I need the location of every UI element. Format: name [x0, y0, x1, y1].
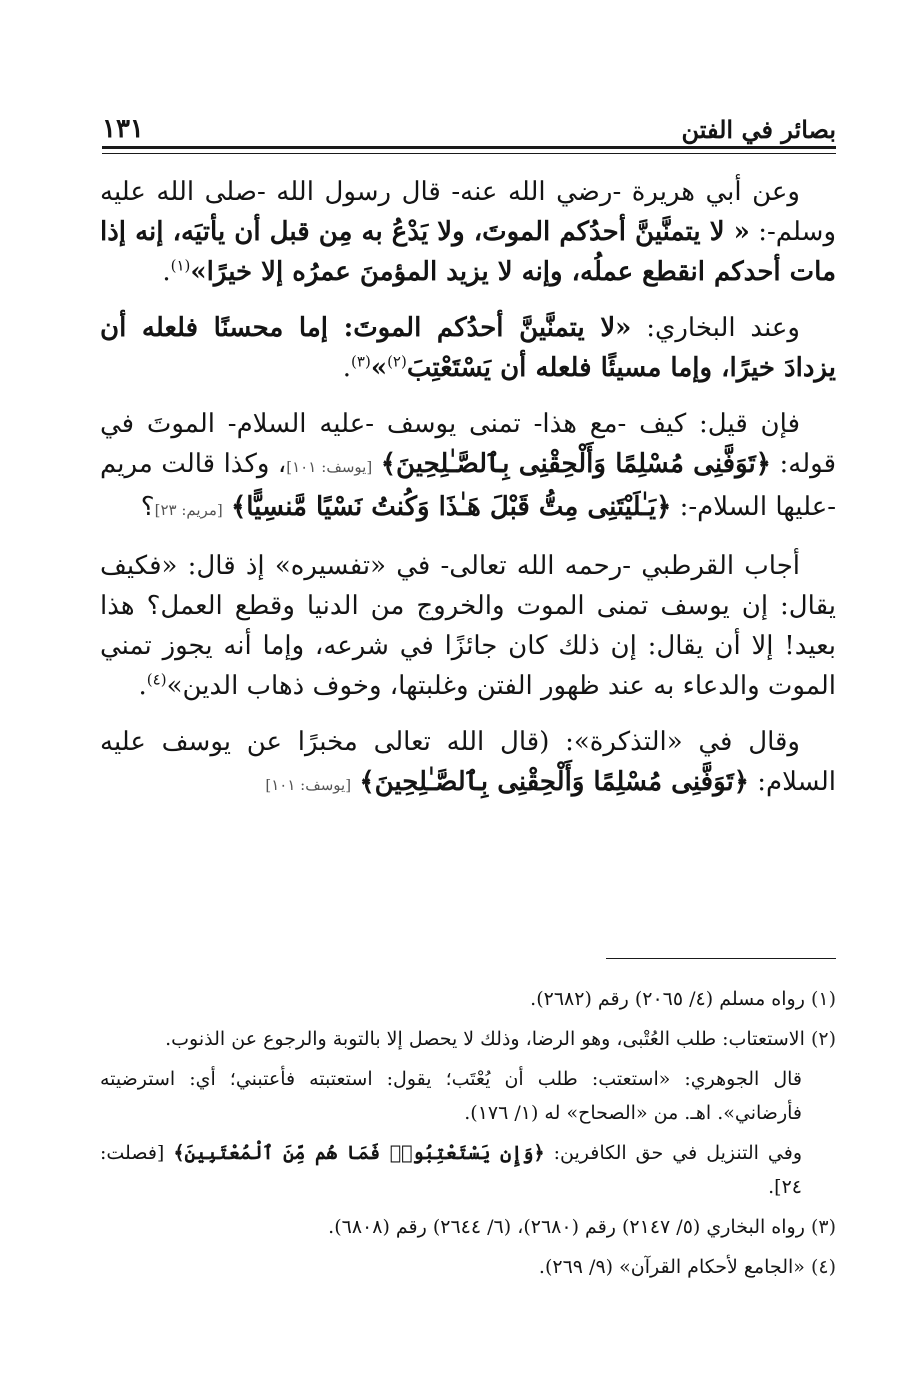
paragraph-5-text: وقال في «التذكرة»: (قال الله تعالى مخبرًا عن يوسف عليه السلام: — [100, 727, 836, 797]
footnote-3-text: رواه البخاري (٥/ ٢١٤٧) رقم (٢٦٨٠)، (٦/ ٢٦٤٤) رقم (٦٨٠٨). — [328, 1216, 805, 1238]
running-header — [102, 104, 836, 144]
footnote-2-text: الاستعتاب: طلب العُتْبى، وهو الرضا، وذلك لا يحصل إلا بالتوبة والرجوع عن الذنوب. — [165, 1028, 805, 1050]
header-rule-thin — [102, 153, 836, 154]
verse-ref-yusuf-2: [يوسف: ١٠١] — [265, 776, 352, 794]
paragraph-3 — [100, 404, 836, 530]
footnotes — [100, 982, 836, 1290]
footnote-3 — [100, 1210, 836, 1244]
header-rule-thick — [102, 146, 836, 149]
footnote-2-jawhari — [100, 1062, 836, 1130]
verse-ref-yusuf: [يوسف: ١٠١] — [286, 458, 373, 476]
paragraph-4-end: . — [138, 671, 147, 701]
paragraph-1-end: . — [162, 257, 171, 287]
paragraph-3-text-b: ، وكذا قالت مريم -عليها السلام-: — [100, 449, 836, 522]
footnote-ref-3[interactable]: (٣) — [351, 352, 371, 371]
footnote-4-text: «الجامع لأحكام القرآن» (٩/ ٢٦٩). — [538, 1256, 805, 1278]
paragraph-2-end: . — [342, 353, 352, 383]
footnote-1-number: (١) — [810, 988, 836, 1010]
footnote-4 — [100, 1250, 836, 1284]
footnote-1 — [100, 982, 836, 1016]
paragraph-2 — [100, 308, 836, 388]
footnote-2-tanzil — [100, 1136, 836, 1204]
footnote-2-number: (٢) — [810, 1028, 836, 1050]
paragraph-5 — [100, 722, 836, 805]
hadith-text-2: «لا يتمنَّينَّ أحدُكم الموتَ: إما محسنًا فلعله أن يزدادَ خيرًا، وإما مسيئًا فلعله أن يَسْتَعْتِبَ — [100, 313, 836, 383]
footnote-1-text: رواه مسلم (٤/ ٢٠٦٥) رقم (٢٦٨٢). — [530, 988, 805, 1010]
hadith-close-quote: » — [370, 353, 388, 383]
footnote-ref-1[interactable]: (١) — [170, 256, 191, 275]
paragraph-4-text: أجاب القرطبي -رحمه الله تعالى- في «تفسيره» إذ قال: «فكيف يقال: إن يوسف تمنى الموت والخروج من الدنيا وقطع العمل؟ هذا بعيد! إلا أن يقال: إن ذلك كان جائزًا في شرعه، وإما أنه يجوز تمني الموت والدعاء به عند ظهور الفتن وغلبتها، وخوف ذهاب الدين» — [100, 551, 836, 701]
running-title: بصائر في الفتن — [681, 115, 836, 144]
paragraph-4 — [100, 546, 836, 706]
footnote-ref-4[interactable]: (٤) — [146, 670, 167, 689]
footnote-2-tanzil-text: وفي التنزيل في حق الكافرين: — [544, 1142, 802, 1164]
paragraph-1 — [100, 172, 836, 292]
verse-ref-maryam: [مريم: ٢٣] — [154, 501, 223, 519]
paragraph-1-intro: وعن أبي هريرة -رضي الله عنه- قال رسول الله -صلى الله عليه وسلم-: — [100, 177, 837, 247]
quran-verse-yusuf-2: ﴿تَوَفَّنِى مُسْلِمًا وَأَلْحِقْنِى بِٱلصَّـٰلِحِينَ﴾ — [359, 767, 750, 797]
quran-verse-yusuf: ﴿تَوَفَّنِى مُسْلِمًا وَأَلْحِقْنِى بِٱلصَّـٰلِحِينَ﴾ — [380, 449, 772, 479]
footnote-2-verse-ref: [فصلت: ٢٤]. — [100, 1142, 802, 1198]
main-text — [100, 172, 836, 821]
footnote-2-quran-verse: ﴿وَإِن يَسْتَعْتِبُوا۟ فَمَا هُم مِّنَ ٱلْمُعْتَبِينَ﴾ — [173, 1142, 545, 1164]
footnote-separator — [606, 958, 836, 959]
paragraph-3-text-c: ؟ — [140, 492, 155, 522]
footnote-3-number: (٣) — [810, 1216, 836, 1238]
footnote-4-number: (٤) — [810, 1256, 836, 1278]
paragraph-2-intro: وعند البخاري: — [631, 313, 800, 343]
footnote-2 — [100, 1022, 836, 1056]
footnote-2-jawhari-text: قال الجوهري: «استعتب: طلب أن يُعْتَب؛ يقول: استعتبته فأعتبني؛ أي: استرضيته فأرضاني». اهـ. من «الصحاح» له (١/ ١٧٦). — [100, 1068, 802, 1124]
hadith-text-1: « لا يتمنَّينَّ أحدُكم الموتَ، ولا يَدْعُ به مِن قبل أن يأتيَه، إنه إذا مات أحدكم انقطع عملُه، وإنه لا يزيد المؤمنَ عمرُه إلا خيرًا» — [100, 217, 836, 287]
quran-verse-maryam: ﴿يَـٰلَيْتَنِى مِتُّ قَبْلَ هَـٰذَا وَكُنتُ نَسْيًا مَّنسِيًّا﴾ — [231, 492, 672, 522]
page-number: ١٣١ — [102, 114, 144, 144]
paragraph-3-text-a: فإن قيل: كيف -مع هذا- تمنى يوسف -عليه السلام- الموتَ في قوله: — [100, 409, 836, 479]
footnote-ref-2[interactable]: (٢) — [387, 352, 407, 371]
